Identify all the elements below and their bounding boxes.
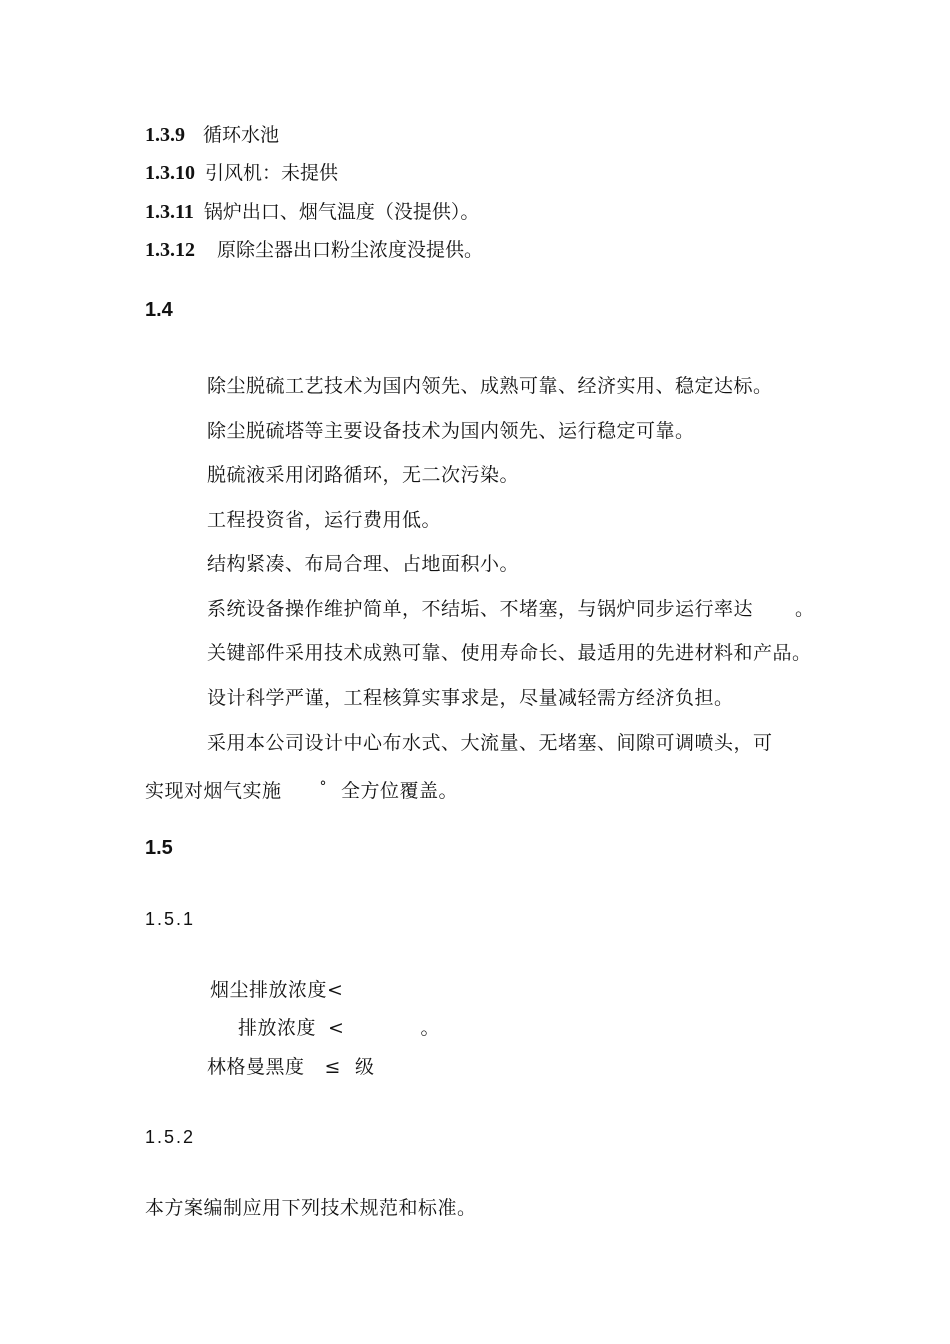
- paragraph: 关键部件采用技术成熟可靠、使用寿命长、最适用的先进材料和产品。: [207, 642, 812, 664]
- item-number: 1.3.10: [145, 162, 195, 184]
- less-than-sign: <: [328, 1017, 345, 1039]
- emission-label: 林格曼黑度: [207, 1056, 305, 1078]
- emission-label: 排放浓度: [238, 1017, 317, 1039]
- paragraph: 结构紧凑、布局合理、占地面积小。: [207, 553, 520, 575]
- item-1-3-11: [145, 200, 479, 224]
- paragraph: 设计科学严谨，工程核算实事求是，尽量减轻需方经济负担。: [207, 687, 734, 709]
- item-number: 1.3.11: [145, 201, 194, 223]
- section-number: 1.5: [145, 837, 173, 859]
- item-text: 循环水池: [203, 124, 280, 146]
- item-1-3-10: [145, 161, 338, 185]
- paragraph: 脱硫液采用闭路循环，无二次污染。: [207, 464, 520, 486]
- paragraph: 采用本公司设计中心布水式、大流量、无堵塞、间隙可调喷头，可: [207, 732, 773, 754]
- item-text: 锅炉出口、烟气温度（没提供）。: [203, 201, 480, 223]
- section-1-5-heading: [145, 836, 173, 861]
- emission-line-dust: 烟尘排放浓度<: [210, 979, 344, 1001]
- emission-line-concentration: [238, 1016, 440, 1040]
- emission-line-ringelmann: [207, 1055, 374, 1079]
- paragraph-text: 全方位覆盖。: [341, 780, 459, 802]
- paragraph-tail: 。: [795, 598, 815, 620]
- paragraph: 本方案编制应用下列技术规范和标准。: [145, 1197, 477, 1219]
- paragraph-continuation: [145, 775, 458, 803]
- item-text: 引风机：未提供: [205, 162, 339, 184]
- less-equal-sign: ≤: [324, 1056, 341, 1078]
- paragraph: 除尘脱硫工艺技术为国内领先、成熟可靠、经济实用、稳定达标。: [207, 375, 773, 397]
- item-text: 原除尘器出口粉尘浓度没提供。: [217, 239, 484, 261]
- paragraph: [207, 597, 815, 621]
- section-number: 1.4: [145, 299, 173, 321]
- section-1-5-2-heading: [145, 1125, 195, 1149]
- section-1-4-heading: [145, 298, 173, 323]
- item-number: 1.3.9: [145, 124, 185, 146]
- grade-unit: 级: [354, 1056, 375, 1078]
- paragraph: 工程投资省，运行费用低。: [207, 509, 442, 531]
- item-1-3-9: [145, 123, 279, 147]
- paragraph-text: 实现对烟气实施: [145, 780, 282, 802]
- section-number: 1.5.2: [145, 1127, 196, 1147]
- paragraph: 除尘脱硫塔等主要设备技术为国内领先、运行稳定可靠。: [207, 420, 695, 442]
- item-number: 1.3.12: [145, 239, 195, 261]
- section-1-5-1-heading: [145, 907, 195, 931]
- item-1-3-12: [145, 238, 483, 262]
- period: 。: [420, 1017, 440, 1039]
- degree-mark: °: [319, 779, 328, 795]
- paragraph-text: 系统设备操作维护简单，不结垢、不堵塞，与锅炉同步运行率达: [207, 598, 754, 620]
- section-number: 1.5.1: [145, 909, 196, 929]
